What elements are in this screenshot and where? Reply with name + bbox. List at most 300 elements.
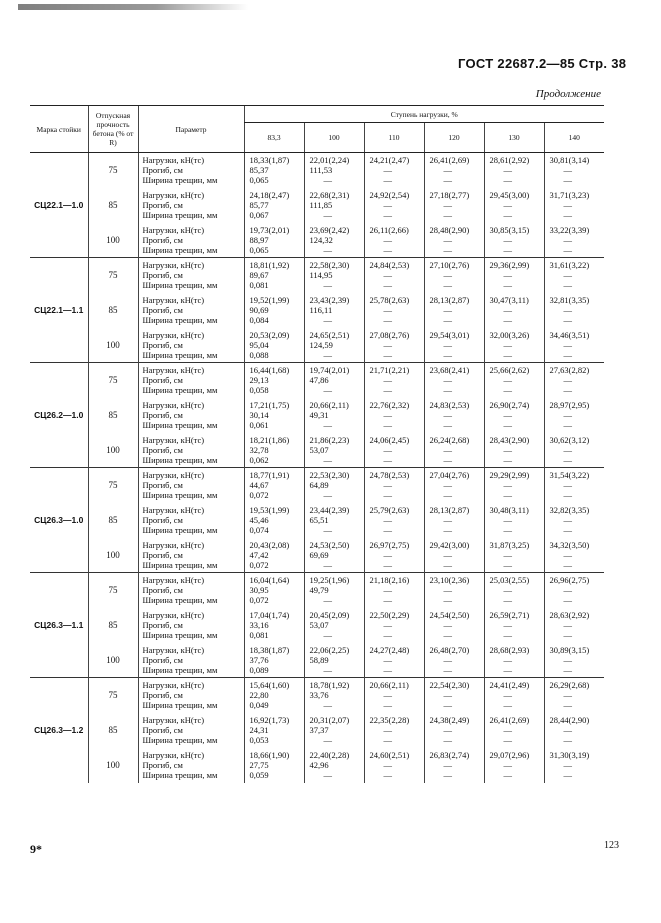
load-value: 26,24(2,68) [429,434,470,445]
deflection-value: 90,69 [249,305,269,315]
param-cell [138,433,244,468]
value-cell [424,293,484,328]
table-row [30,713,604,748]
param-label: Нагрузки, кН(тс) [142,400,205,410]
dash: — [503,735,512,745]
dash: — [563,454,572,465]
dash: — [383,420,392,430]
load-value: 24,84(2,53) [369,260,410,271]
value-cell [544,153,604,188]
table-row [30,223,604,258]
value-cell [244,433,304,468]
dash: — [443,244,452,255]
dash: — [503,525,512,535]
param-cell [138,258,244,293]
load-value: 27,04(2,76) [429,470,470,481]
value-cell [364,468,424,503]
load-value: 20,66(2,11) [369,680,409,691]
strength-cell: 75 [88,153,138,188]
dash: — [383,280,392,291]
dash: — [443,385,452,396]
value-cell [424,433,484,468]
dash: — [563,525,572,535]
load-value: 28,13(2,87) [429,295,470,305]
dash: — [323,595,332,606]
value-cell [304,608,364,643]
mark-cell: СЦ26.3—1.1 [30,573,88,678]
mark-cell: СЦ22.1—1.0 [30,153,88,258]
load-value: 28,44(2,90) [549,715,590,725]
value-cell [424,608,484,643]
deflection-value: 37,37 [309,725,329,735]
dash: — [503,585,512,596]
mark-cell: СЦ26.3—1.0 [30,468,88,573]
dash: — [323,770,332,780]
stage-header: 100 [304,123,364,153]
load-value: 26,59(2,71) [489,610,530,620]
value-cell [244,223,304,258]
table-row [30,398,604,433]
dash: — [503,700,512,711]
value-cell [544,643,604,678]
load-value: 31,61(3,22) [549,260,590,271]
dash: — [563,339,572,350]
load-value: 34,32(3,50) [549,539,590,550]
load-value: 28,48(2,90) [429,224,470,235]
dash: — [383,385,392,396]
load-value: 18,81(1,92) [249,260,290,271]
param-label: Ширина трещин, мм [142,349,218,360]
dash: — [383,664,392,675]
dash: — [503,375,512,386]
value-cell [364,258,424,293]
dash: — [323,244,332,255]
value-cell [424,573,484,608]
dash: — [503,454,512,465]
value-cell [484,188,544,223]
table-row [30,328,604,363]
strength-cell: 75 [88,678,138,713]
dash: — [383,375,392,386]
param-label: Ширина трещин, мм [142,175,218,186]
dash: — [443,595,452,606]
dash: — [563,549,572,560]
value-cell [244,678,304,713]
dash: — [563,444,572,455]
dash: — [563,410,572,420]
value-cell [364,398,424,433]
deflection-value: 69,69 [309,549,329,560]
value-cell [364,363,424,398]
dash: — [323,385,332,396]
dash: — [503,270,512,281]
load-value: 32,82(3,35) [549,505,590,515]
value-cell [424,643,484,678]
deflection-value: 88,97 [249,234,269,245]
param-label: Нагрузки, кН(тс) [142,260,205,271]
crack-width-value: 0,072 [249,595,269,606]
value-cell [304,713,364,748]
value-cell [484,573,544,608]
dash: — [503,515,512,525]
load-value: 33,22(3,39) [549,224,590,235]
load-value: 18,21(1,86) [249,434,290,445]
load-value: 26,48(2,70) [429,644,470,655]
param-cell [138,573,244,608]
deflection-value: 49,79 [309,585,329,596]
dash: — [323,315,332,325]
load-value: 20,53(2,09) [249,329,290,340]
load-value: 30,89(3,15) [549,644,590,655]
dash: — [383,305,392,315]
value-cell [544,258,604,293]
crack-width-value: 0,067 [249,210,269,220]
deflection-value: 124,59 [309,339,333,350]
deflection-value: 111,85 [309,200,333,210]
value-cell [304,678,364,713]
load-value: 22,40(2,28) [309,750,350,760]
dash: — [383,515,392,525]
load-value: 18,78(1,92) [309,680,350,691]
table-row [30,468,604,503]
load-value: 24,38(2,49) [429,715,470,725]
deflection-value: 32,78 [249,444,269,455]
load-value: 25,78(2,63) [369,295,410,305]
strength-cell: 100 [88,643,138,678]
dash: — [383,175,392,186]
value-cell [244,503,304,538]
dash: — [383,770,392,780]
load-value: 19,52(1,99) [249,295,290,305]
col-header-stage-group: Ступень нагрузки, % [244,106,604,123]
dash: — [443,690,452,701]
dash: — [503,620,512,630]
load-value: 29,45(3,00) [489,190,530,200]
deflection-value: 29,13 [249,375,269,386]
param-cell [138,748,244,783]
param-cell [138,678,244,713]
value-cell [424,363,484,398]
value-cell [304,153,364,188]
dash: — [383,595,392,606]
load-value: 21,86(2,23) [309,434,350,445]
param-cell [138,153,244,188]
strength-cell: 100 [88,328,138,363]
dash: — [323,630,332,640]
dash: — [383,410,392,420]
dash: — [383,525,392,535]
table-row [30,188,604,223]
load-value: 28,43(2,90) [489,434,530,445]
value-cell [484,398,544,433]
crack-width-value: 0,065 [249,244,269,255]
crack-width-value: 0,061 [249,420,269,430]
dash: — [323,454,332,465]
value-cell [484,223,544,258]
value-cell [484,713,544,748]
load-value: 20,66(2,11) [309,400,349,410]
param-label: Нагрузки, кН(тс) [142,155,205,166]
dash: — [503,210,512,220]
load-value: 26,96(2,75) [549,575,590,586]
table-row [30,503,604,538]
load-value: 18,77(1,91) [249,470,290,481]
deflection-value: 24,31 [249,725,269,735]
value-cell [424,398,484,433]
load-value: 25,66(2,62) [489,365,530,376]
param-label: Нагрузки, кН(тс) [142,224,205,235]
param-label: Ширина трещин, мм [142,770,218,780]
dash: — [503,410,512,420]
value-cell [544,293,604,328]
crack-width-value: 0,088 [249,349,269,360]
dash: — [443,725,452,735]
value-cell [544,398,604,433]
value-cell [484,608,544,643]
param-cell [138,398,244,433]
param-cell [138,538,244,573]
dash: — [443,315,452,325]
dash: — [563,700,572,711]
table-row [30,608,604,643]
load-value: 19,53(1,99) [249,505,290,515]
table-row [30,643,604,678]
load-value: 24,27(2,48) [369,644,410,655]
table-row [30,363,604,398]
value-cell [484,258,544,293]
strength-cell: 75 [88,468,138,503]
dash: — [563,210,572,220]
value-cell [424,678,484,713]
table-row [30,573,604,608]
value-cell [424,713,484,748]
dash: — [563,725,572,735]
dash: — [563,654,572,665]
dash: — [503,339,512,350]
param-cell [138,328,244,363]
stage-header: 120 [424,123,484,153]
dash: — [323,735,332,745]
value-cell [484,643,544,678]
param-label: Прогиб, см [142,339,183,350]
value-cell [364,503,424,538]
dash: — [383,200,392,210]
load-value: 22,01(2,24) [309,155,350,166]
dash: — [383,760,392,770]
dash: — [323,700,332,711]
param-label: Ширина трещин, мм [142,525,218,535]
crack-width-value: 0,058 [249,385,269,396]
dash: — [563,315,572,325]
dash: — [563,375,572,386]
deflection-value: 47,86 [309,375,329,386]
strength-cell: 85 [88,608,138,643]
load-value: 29,07(2,96) [489,750,530,760]
value-cell [364,328,424,363]
load-value: 17,04(1,74) [249,610,290,620]
strength-cell: 100 [88,223,138,258]
value-cell [364,293,424,328]
param-label: Нагрузки, кН(тс) [142,295,205,305]
param-cell [138,223,244,258]
dash: — [503,690,512,701]
value-cell [544,713,604,748]
param-label: Ширина трещин, мм [142,420,218,430]
signature-mark: 9* [30,842,42,856]
dash: — [563,559,572,570]
crack-width-value: 0,089 [249,664,269,675]
load-value: 23,43(2,39) [309,295,350,305]
dash: — [323,525,332,535]
value-cell [364,223,424,258]
strength-cell: 100 [88,538,138,573]
value-cell [364,538,424,573]
load-value: 22,54(2,30) [429,680,470,691]
dash: — [323,420,332,430]
strength-cell: 85 [88,293,138,328]
dash: — [383,620,392,630]
value-cell [484,503,544,538]
value-cell [244,608,304,643]
dash: — [443,410,452,420]
load-value: 22,58(2,30) [309,260,350,271]
dash: — [503,280,512,291]
table-row [30,293,604,328]
value-cell [244,153,304,188]
dash: — [443,280,452,291]
dash: — [503,725,512,735]
dash: — [383,234,392,245]
param-label: Прогиб, см [142,690,183,701]
dash: — [443,549,452,560]
dash: — [383,349,392,360]
deflection-value: 49,31 [309,410,329,420]
dash: — [383,210,392,220]
param-label: Прогиб, см [142,305,183,315]
load-value: 23,44(2,39) [309,505,350,515]
load-value: 22,76(2,32) [369,400,410,410]
deflection-value: 53,07 [309,620,329,630]
param-label: Прогиб, см [142,200,183,210]
value-cell [544,433,604,468]
value-cell [544,573,604,608]
value-cell [304,503,364,538]
dash: — [383,454,392,465]
continuation-label: Продолжение [535,88,601,100]
param-label: Ширина трещин, мм [142,454,218,465]
dash: — [443,349,452,360]
dash: — [503,770,512,780]
param-label: Ширина трещин, мм [142,664,218,675]
load-value: 26,41(2,69) [489,715,530,725]
deflection-value: 47,42 [249,549,269,560]
value-cell [244,363,304,398]
dash: — [563,305,572,315]
param-label: Нагрузки, кН(тс) [142,715,205,725]
load-value: 24,53(2,50) [309,539,350,550]
load-value: 21,71(2,21) [369,365,410,376]
load-value: 24,06(2,45) [369,434,410,445]
dash: — [383,690,392,701]
dash: — [563,480,572,491]
crack-width-value: 0,065 [249,175,269,186]
dash: — [563,595,572,606]
load-value: 29,29(2,99) [489,470,530,481]
dash: — [563,165,572,176]
param-label: Ширина трещин, мм [142,210,218,220]
value-cell [424,188,484,223]
param-label: Ширина трещин, мм [142,280,218,291]
load-value: 31,30(3,19) [549,750,590,760]
param-label: Прогиб, см [142,410,183,420]
load-value: 25,03(2,55) [489,575,530,586]
dash: — [503,480,512,491]
mark-cell: СЦ26.2—1.0 [30,363,88,468]
dash: — [443,620,452,630]
load-value: 28,61(2,92) [489,155,530,166]
load-value: 26,29(2,68) [549,680,590,691]
load-value: 32,00(3,26) [489,329,530,340]
load-value: 26,11(2,66) [369,224,409,235]
dash: — [443,420,452,430]
value-cell [364,153,424,188]
dash: — [503,420,512,430]
deflection-value: 116,11 [309,305,333,315]
value-cell [364,608,424,643]
value-cell [304,538,364,573]
load-value: 31,71(3,23) [549,190,590,200]
value-cell [304,468,364,503]
stage-header: 130 [484,123,544,153]
crack-width-value: 0,059 [249,770,269,780]
load-value: 31,54(3,22) [549,470,590,481]
table-row [30,678,604,713]
load-value: 18,33(1,87) [249,155,290,166]
dash: — [383,654,392,665]
param-label: Ширина трещин, мм [142,490,218,501]
param-label: Нагрузки, кН(тс) [142,610,205,620]
param-cell [138,713,244,748]
param-label: Нагрузки, кН(тс) [142,575,205,586]
value-cell [304,433,364,468]
param-label: Прогиб, см [142,725,183,735]
value-cell [424,328,484,363]
value-cell [544,363,604,398]
dash: — [563,270,572,281]
dash: — [563,585,572,596]
load-value: 28,13(2,87) [429,505,470,515]
page-number: 123 [604,840,619,851]
load-value: 20,31(2,07) [309,715,350,725]
value-cell [484,363,544,398]
strength-cell: 100 [88,433,138,468]
param-label: Ширина трещин, мм [142,595,218,606]
load-value: 22,06(2,25) [309,644,350,655]
dash: — [563,349,572,360]
load-value: 19,73(2,01) [249,224,290,235]
param-label: Ширина трещин, мм [142,735,218,745]
value-cell [364,188,424,223]
param-label: Прогиб, см [142,444,183,455]
deflection-value: 58,89 [309,654,329,665]
value-cell [424,468,484,503]
deflection-value: 30,95 [249,585,269,596]
param-label: Нагрузки, кН(тс) [142,680,205,691]
dash: — [323,664,332,675]
load-value: 30,81(3,14) [549,155,590,166]
crack-width-value: 0,074 [249,525,269,535]
param-label: Нагрузки, кН(тс) [142,539,205,550]
